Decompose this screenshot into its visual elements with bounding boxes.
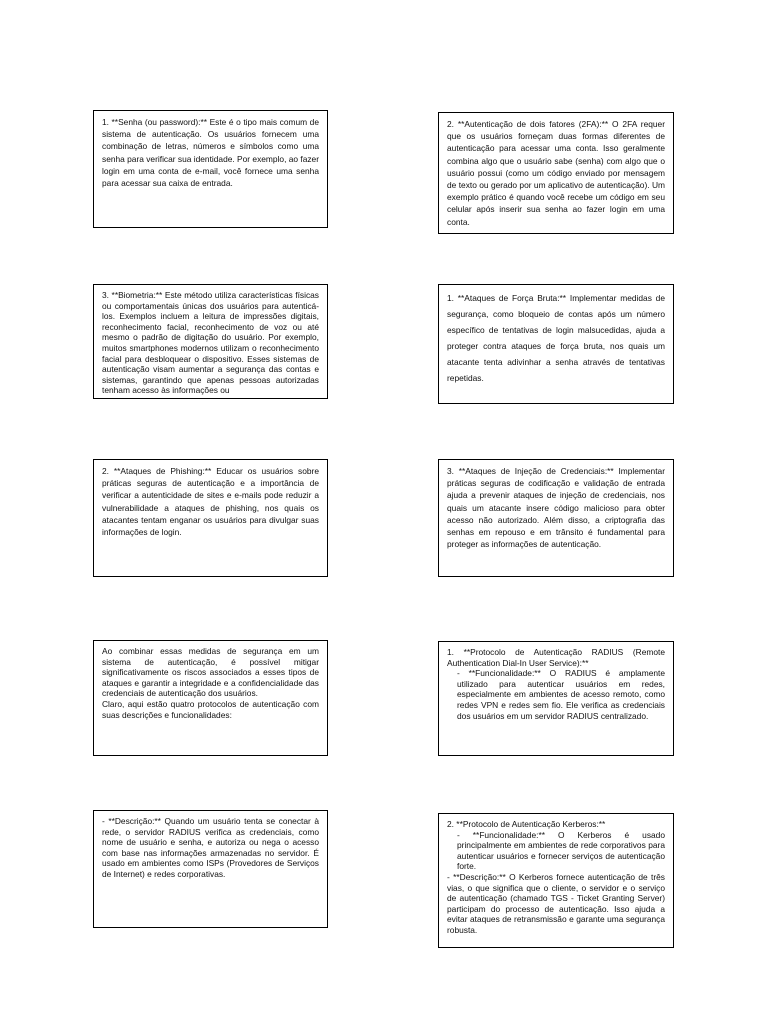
card-text: 2. **Autenticação de dois fatores (2FA):** O 2FA requer que os usuários forneçam duas formas diferentes de autenticação para acessar uma conta. Isso geralmente combina algo que o usuário sabe (senha) com algo que o usuário possui (como um código enviado por mensagem de texto ou gerado por um aplicativo de autenticação). Um exemplo prático é quando você recebe um código em seu celular após inserir sua senha ao fazer login em uma conta. [447,119,665,227]
note-card-biometrics [93,284,328,399]
note-card-conclusion [93,640,328,756]
note-card-phishing [93,459,328,577]
card-text: Ao combinar essas medidas de segurança em um sistema de autenticação, é possível mitigar significativamente os riscos associados a esses tipos de ataques e garantir a integridade e a confidencialidade das credenciais de autenticação dos usuários. Claro, aqui estão quatro protocolos de autenticação com suas descrições e funcionalidades: [102,646,319,720]
card-text: 3. **Biometria:** Este método utiliza características físicas ou comportamentais únicas dos usuários para autenticá-los. Exemplos incluem a leitura de impressões digitais, reconhecimento facial, reconhecimento de voz ou até mesmo o padrão de digitação do usuário. Por exemplo, muitos smartphones modernos utilizam o reconhecimento facial para desbloquear o dispositivo. Esses sistemas de autenticação visam aumentar a segurança das contas e sistemas, garantindo que apenas pessoas autorizadas tenham acesso às informações ou [102,290,319,396]
card-text: 1. **Ataques de Força Bruta:** Implementar medidas de segurança, como bloqueio de contas após um número específico de tentativas de login malsucedidas, ajuda a proteger contra ataques de força bruta, nos quais um atacante tenta adivinhar a senha através de tentativas repetidas. [447,293,665,383]
card-text: - **Descrição:** Quando um usuário tenta se conectar à rede, o servidor RADIUS verifica as credenciais, como nome de usuário e senha, e autoriza ou nega o acesso com base nas informações armazenadas no servidor. É usado em ambientes como ISPs (Provedores de Serviços de Internet) e redes corporativas. [102,816,319,879]
card-text: 1. **Senha (ou password):** Este é o tipo mais comum de sistema de autenticação. Os usuários fornecem uma combinação de letras, números e símbolos como uma senha para verificar sua identidade. Por exemplo, ao fazer login em uma conta de e-mail, você fornece uma senha para acessar sua caixa de entrada. [102,117,319,189]
note-card-kerberos [438,813,674,948]
note-card-brute-force [438,284,674,404]
card-text: 2. **Ataques de Phishing:** Educar os usuários sobre práticas seguras de autenticação e a importância de verificar a autenticidade de sites e e-mails pode reduzir a vulnerabilidade a ataques de phishing, nos quais os atacantes tentam enganar os usuários para divulgar suas informações de login. [102,466,319,538]
note-card-radius [438,641,674,756]
note-card-2fa [438,112,674,234]
card-heading: 2. **Protocolo de Autenticação Kerberos:** [447,819,606,829]
card-text: 3. **Ataques de Injeção de Credenciais:** Implementar práticas seguras de codificação e validação de entrada ajuda a prevenir ataques de injeção de credenciais, nos quais um atacante insere código malicioso para obter acesso não autorizado. Além disso, a criptografia das senhas em repouso e em trânsito é fundamental para proteger as informações de autenticação. [447,466,665,550]
note-card-credential-injection [438,459,674,577]
note-card-radius-description [93,810,328,928]
card-heading: 1. **Protocolo de Autenticação RADIUS (Remote Authentication Dial-In User Service):** [447,647,665,668]
card-text: - **Funcionalidade:** O Kerberos é usado principalmente em ambientes de rede corporativos para autenticar usuários e fornecer serviços de autenticação forte. [457,829,665,872]
card-text: - **Funcionalidade:** O RADIUS é amplamente utilizado para autenticar usuários em redes, especialmente em ambientes de acesso remoto, como redes VPN e redes sem fio. Ele verifica as credenciais dos usuários em um servidor RADIUS centralizado. [457,668,665,721]
note-card-password [93,110,328,228]
card-text: - **Descrição:** O Kerberos fornece autenticação de três vias, o que significa que o cliente, o servidor e o serviço de autenticação (chamado TGS - Ticket Granting Server) participam do processo de autenticação. Isso ajuda a evitar ataques de retransmissão e garante uma segurança robusta. [447,871,665,935]
